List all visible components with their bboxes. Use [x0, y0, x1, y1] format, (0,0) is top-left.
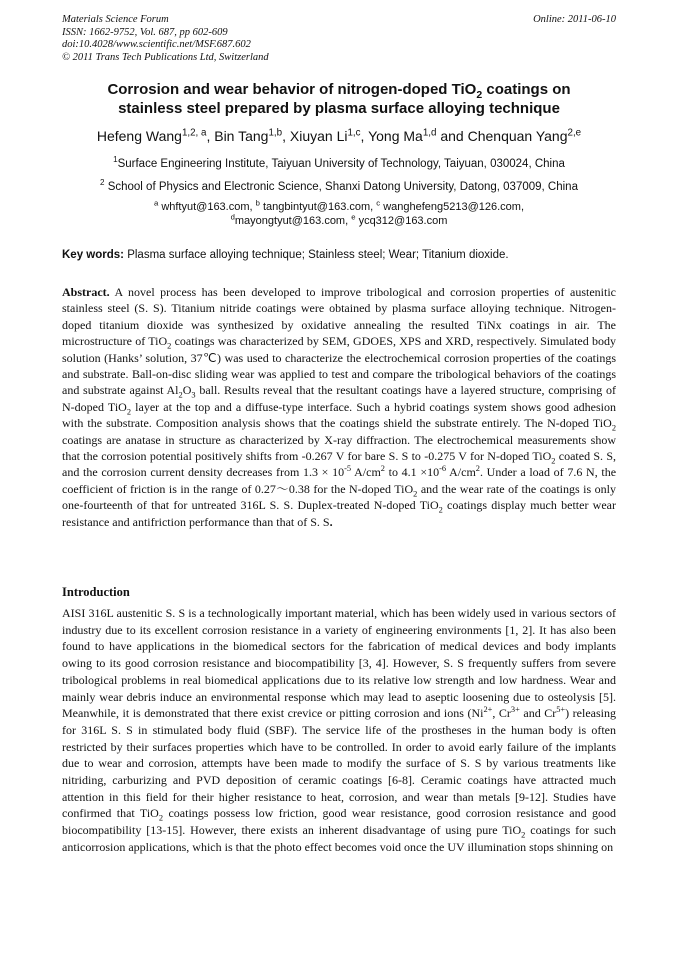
journal-name: Materials Science Forum: [62, 14, 169, 25]
online-date: Online: 2011-06-10: [533, 14, 616, 25]
email: wanghefeng5213@126.com,: [383, 201, 525, 213]
author-name: Bin Tang: [214, 128, 269, 144]
author-name: Chenquan Yang: [467, 128, 568, 144]
author-name: Xiuyan Li: [289, 128, 348, 144]
introduction-text: AISI 316L austenitic S. S is a technologically important material, which has been widely used in various sectors of industry due to its excellent corrosion resistance in a variety of engineering environments [1, 2]. It has also been found to have applications in the biomedical sectors for the fabrication of medical devices and body implants owing to its good corrosion resistance and biocompatibility [3, 4]. However, S. S frequently suffers from severe tribological problems in real biomedical applications due to its relative low strength and low hardness. Wear and mainly wear debris induce an environmental response which may lead to aseptic loosening due to osteolysis [5]. Meanwhile, it is demonstrated that there exist crevice or pitting corrosion and ions ($Ni^{2+}$, $Cr^{3+}$ and $Cr^{5+}$) releasing for 316L S. S in stimulated body fluid (SBF). The service life of the prostheses in the human body is often restricted by their surfaces properties which have to be controlled. In order to avoid early failure of the implants due to wear and corrosion, attempts have been made to modify the surface of S. S by various treatments like nitriding, carburizing and PVD deposition of ceramic coatings [6-8]. Ceramic coatings have attracted much attention in this field for their higher resistance to heat, corrosion, and wear than metals [9-12]. Studies have confirmed that TiO$_2$ coatings possess low friction, good wear resistance, good corrosion resistance and good biocompatibility [13-15]. However, there exists an inherent disadvantage of using pure TiO$_2$ coatings for such anticorrosion applications, which is that the photo effect becomes void once the UV illumination stops shinning on: [62, 606, 616, 854]
author-name: Hefeng Wang: [96, 128, 182, 144]
section-heading: Introduction: [62, 585, 130, 599]
author-name: Yong Ma: [368, 128, 423, 144]
paper-title: Corrosion and wear behavior of nitrogen-doped TiO$_2$ coatings on stainless steel prepared by plasma surface alloying technique: [107, 81, 571, 117]
email-list: $^a$ whftyut@163.com, $^b$ tangbintyut@163.com, $^c$ wanghefeng5213@126.com, $^d$mayongtyut@163.com, $^e$ ycq312@163.com: [153, 198, 525, 227]
issn: ISSN: 1662-9752, Vol. 687, pp 602-609: [62, 26, 228, 38]
affiliation-1: $^1$Surface Engineering Institute, Taiyuan University of Technology, Taiyuan, 030024, China: [113, 155, 565, 170]
journal-info: [62, 14, 269, 64]
email: mayongtyut@163.com,: [234, 215, 349, 227]
abstract: Abstract. A novel process has been developed to improve tribological and corrosion properties of austenitic stainless steel (S. S). Titanium nitride coatings were obtained by plasma surface alloying technique. Nitrogen-doped titanium dioxide was synthesized by oxidative annealing the resulted TiNx coatings in air. The microstructure of TiO$_2$ coatings was characterized by SEM, GDOES, XPS and XRD, respectively. Simulated body solution (Hanks’ solution, 37℃) was used to characterize the electrochemical corrosion properties of the coatings and substrate. Ball-on-disc sliding wear was applied to test and compare the tribological behaviors of the coatings and substrate against $Al_2O_3$ ball. Results reveal that the resultant coatings have a layered structure, comprising of N-doped TiO$_2$ layer at the top and a diffuse-type interface. Such a hybrid coatings system shows good adhesion with the substrate. Composition analysis shows that the coatings shield the substrate entirely. The N-doped TiO$_2$ coatings are anatase in structure as characterized by X-ray diffraction. The electrochemical measurements show that the corrosion potential positively shifts from -0.267 V for bare S. S to -0.275 V for N-doped TiO$_2$ coated S. S, and the corrosion current density decreases from $1.3 \times 10^{-5}$ $A/cm^2$ to $4.1 \times 10^{-6}$ $A/cm^2$. Under a load of 7.6 N, the coefficient of friction is in the range of 0.27～0.38 for the N-doped TiO$_2$ and the wear rate of the coatings is only one-fourteenth of that for untreated 316L S. S. Duplex-treated N-doped TiO$_2$ coatings display much better wear resistance and antifriction performance than that of S. S.: [62, 285, 617, 529]
author-list: Hefeng Wang$^{1,2, a}$, Bin Tang$^{1,b}$, Xiuyan Li$^{1,c}$, Yong Ma$^{1,d}$ and Chenquan Yang$^{2,e}$: [96, 127, 582, 144]
email: whftyut@163.com,: [161, 201, 253, 213]
doi: doi:10.4028/www.scientific.net/MSF.687.602: [62, 39, 251, 50]
affiliation-2: $^2$ School of Physics and Electronic Science, Shanxi Datong University, Datong, 037009, China: [100, 178, 578, 193]
keywords: Key words: Plasma surface alloying technique; Stainless steel; Wear; Titanium dioxide.: [62, 249, 509, 261]
email: ycq312@163.com: [358, 215, 448, 227]
copyright: © 2011 Trans Tech Publications Ltd, Switzerland: [62, 51, 269, 63]
email: tangbintyut@163.com,: [262, 201, 374, 213]
